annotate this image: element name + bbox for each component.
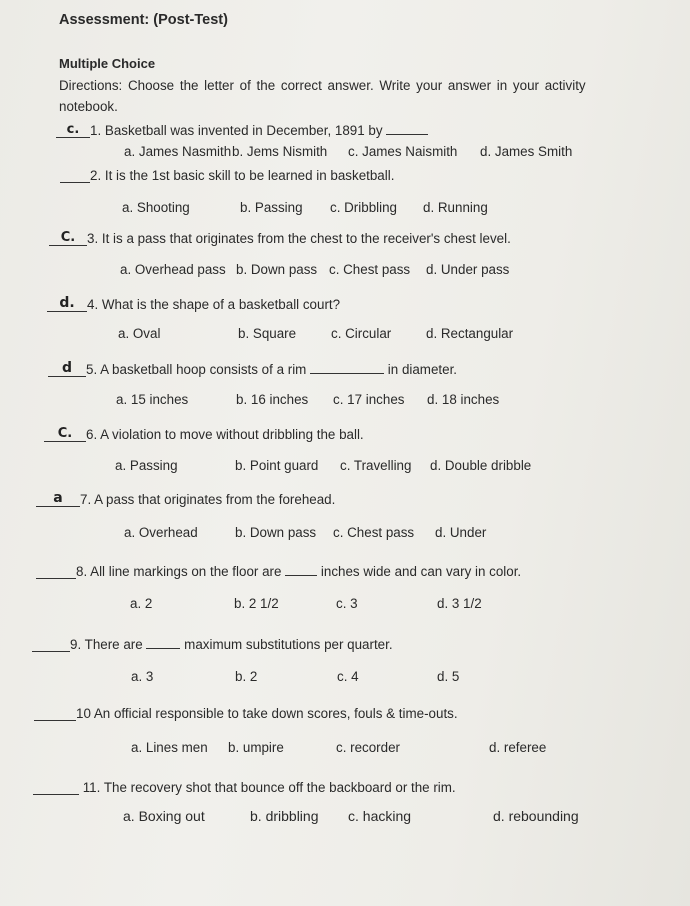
question-3-text: 3. It is a pass that originates from the chest to the receiver's chest level.: [87, 231, 511, 246]
q9-option-d: d. 5: [437, 669, 460, 684]
question-7-text: 7. A pass that originates from the forehead.: [80, 492, 336, 507]
directions-line-1: Directions: Choose the letter of the correct answer. Write your answer in your activity: [59, 78, 586, 93]
question-4: [47, 296, 340, 312]
q9-option-c: c. 4: [337, 669, 359, 684]
fill-blank-9: [146, 635, 180, 649]
answer-blank-2[interactable]: [60, 167, 90, 183]
q7-option-b: b. Down pass: [235, 525, 317, 540]
q5-option-a: a. 15 inches: [116, 392, 189, 407]
q11-option-b: b. dribbling: [250, 808, 319, 824]
q3-option-b: b. Down pass: [236, 262, 318, 277]
q3-option-a: a. Overhead pass: [120, 262, 226, 277]
question-5: [48, 360, 457, 377]
question-11: [33, 779, 456, 795]
q7-option-d: d. Under: [435, 525, 487, 540]
handwritten-answer-1: c.: [66, 122, 80, 137]
answer-blank-6[interactable]: [44, 426, 86, 442]
q5-option-c: c. 17 inches: [333, 392, 405, 407]
q2-option-d: d. Running: [423, 200, 488, 215]
q6-option-c: c. Travelling: [340, 458, 412, 473]
page-title: Assessment: (Post-Test): [59, 12, 228, 28]
answer-blank-3[interactable]: [49, 230, 87, 246]
q1-option-c: c. James Naismith: [348, 144, 458, 159]
question-3: [49, 230, 511, 246]
answer-blank-5[interactable]: [48, 361, 86, 377]
answer-blank-10[interactable]: [34, 705, 76, 721]
answer-blank-9[interactable]: [32, 636, 70, 652]
q11-option-c: c. hacking: [348, 808, 412, 824]
handwritten-answer-5: d: [61, 360, 73, 376]
question-9-text: 9. There are: [70, 637, 143, 652]
question-11-text: 11. The recovery shot that bounce off the backboard or the rim.: [82, 780, 456, 795]
question-10: [34, 705, 458, 721]
answer-blank-8[interactable]: [36, 563, 76, 579]
q4-option-c: c. Circular: [331, 326, 392, 341]
q9-option-b: b. 2: [235, 669, 258, 684]
q9-option-a: a. 3: [131, 669, 154, 684]
question-1-text: 1. Basketball was invented in December, 1891 by: [90, 123, 383, 138]
q11-option-a: a. Boxing out: [123, 808, 205, 824]
q1-option-a: a. James Nasmith: [124, 144, 232, 159]
q8-option-b: b. 2 1/2: [234, 596, 279, 611]
q6-option-b: b. Point guard: [235, 458, 319, 473]
question-7: [36, 491, 335, 507]
q4-option-b: b. Square: [238, 326, 297, 341]
question-4-text: 4. What is the shape of a basketball court?: [87, 297, 341, 312]
q5-option-b: b. 16 inches: [236, 392, 309, 407]
q11-option-d: d. rebounding: [493, 808, 579, 824]
q2-option-c: c. Dribbling: [330, 200, 397, 215]
question-8-text-after: inches wide and can vary in color.: [320, 564, 522, 579]
question-9-text-after: maximum substitutions per quarter.: [184, 637, 393, 652]
q8-option-a: a. 2: [130, 596, 153, 611]
q8-option-c: c. 3: [336, 596, 358, 611]
answer-blank-1[interactable]: [56, 122, 90, 138]
q1-option-d: d. James Smith: [480, 144, 573, 159]
section-heading: Multiple Choice: [59, 56, 156, 71]
handwritten-answer-6: C.: [57, 426, 73, 441]
question-1: [56, 121, 428, 138]
question-2: [60, 167, 394, 183]
q1-option-b: b. Jems Nismith: [232, 144, 328, 159]
question-8: [36, 562, 521, 579]
q10-option-b: b. umpire: [228, 740, 284, 755]
q10-option-a: a. Lines men: [131, 740, 208, 755]
handwritten-answer-3: C.: [60, 230, 76, 245]
question-9: [32, 635, 393, 652]
q4-option-d: d. Rectangular: [426, 326, 514, 341]
directions-line-2: notebook.: [59, 99, 118, 114]
q5-option-d: d. 18 inches: [427, 392, 500, 407]
handwritten-answer-4: d.: [59, 295, 75, 311]
q10-option-d: d. referee: [489, 740, 547, 755]
q8-option-d: d. 3 1/2: [437, 596, 482, 611]
question-5-text: 5. A basketball hoop consists of a rim: [86, 362, 307, 377]
fill-blank-1: [386, 121, 428, 135]
question-2-text: 2. It is the 1st basic skill to be learned in basketball.: [90, 168, 395, 183]
answer-blank-11[interactable]: [33, 779, 79, 795]
q2-option-a: a. Shooting: [122, 200, 190, 215]
handwritten-answer-7: a: [53, 490, 63, 506]
question-10-text: 10 An official responsible to take down scores, fouls & time-outs.: [76, 706, 458, 721]
q10-option-c: c. recorder: [336, 740, 400, 755]
answer-blank-4[interactable]: [47, 296, 87, 312]
q3-option-d: d. Under pass: [426, 262, 510, 277]
q4-option-a: a. Oval: [118, 326, 161, 341]
question-6-text: 6. A violation to move without dribbling the ball.: [86, 427, 364, 442]
question-5-text-after: in diameter.: [387, 362, 458, 377]
q6-option-a: a. Passing: [115, 458, 178, 473]
fill-blank-5: [310, 360, 384, 374]
q7-option-c: c. Chest pass: [333, 525, 415, 540]
q6-option-d: d. Double dribble: [430, 458, 532, 473]
q3-option-c: c. Chest pass: [329, 262, 411, 277]
answer-blank-7[interactable]: [36, 491, 80, 507]
question-6: [44, 426, 364, 442]
question-8-text: 8. All line markings on the floor are: [76, 564, 282, 579]
q7-option-a: a. Overhead: [124, 525, 198, 540]
fill-blank-8: [285, 562, 317, 576]
q2-option-b: b. Passing: [240, 200, 303, 215]
